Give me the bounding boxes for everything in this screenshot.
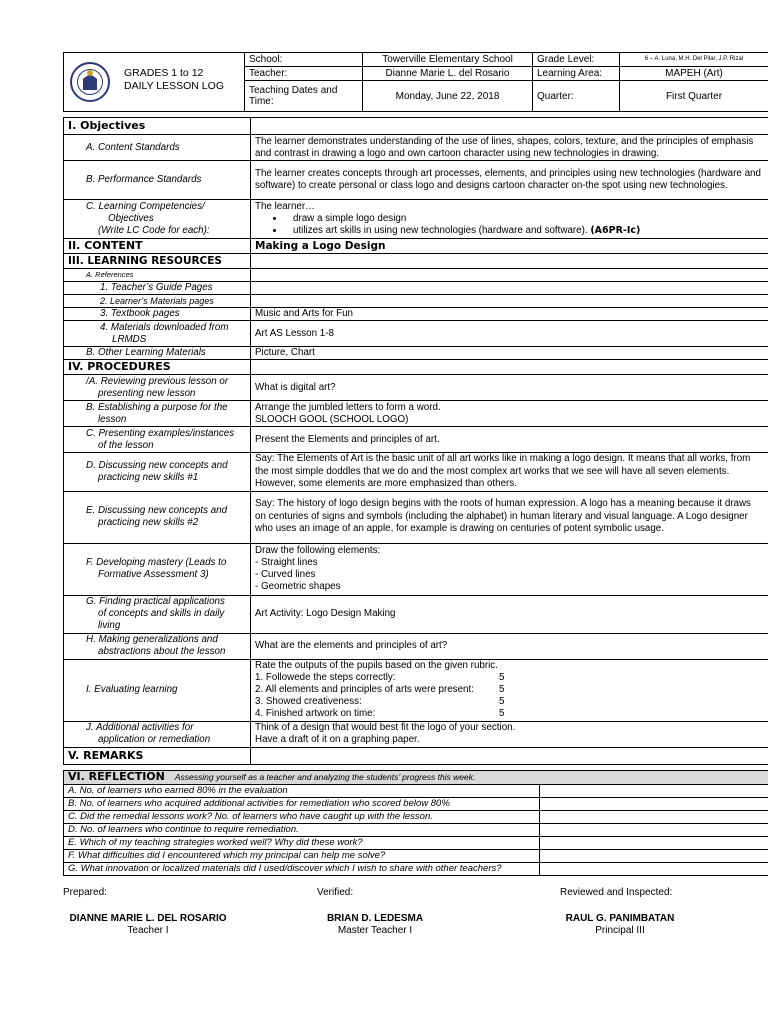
form-title [124, 67, 224, 93]
reflection-row: B. No. of learners who acquired additional activities for remediation who scored below 80% [64, 798, 540, 811]
procedure-d-label [64, 453, 251, 492]
deped-seal-logo [70, 62, 110, 102]
objectives-heading: I. Objectives [64, 118, 251, 135]
procedure-e-label [64, 491, 251, 543]
procedure-h-label [64, 633, 251, 659]
reflection-row: F. What difficulties did I encountered which my principal can help me solve? [64, 850, 540, 863]
procedure-a-value: What is digital art? [251, 375, 768, 401]
reflection-answer [540, 811, 768, 824]
lrmds-label [64, 321, 251, 347]
textbook-label: 3. Textbook pages [64, 308, 251, 321]
procedure-b-line2: SLOOCH GOOL (SCHOOL LOGO) [255, 413, 409, 425]
remarks-value [251, 747, 768, 764]
verified-label: Verified: [317, 887, 354, 898]
procedure-j-label-line1: J. Additional activities for [86, 722, 194, 733]
procedure-b-line1: Arrange the jumbled letters to form a word. [255, 401, 441, 413]
lrmds-value: Art AS Lesson 1-8 [251, 321, 768, 347]
reflection-answer [540, 837, 768, 850]
verified-name: BRIAN D. LEDESMA [326, 913, 424, 924]
grade-label: Grade Level: [533, 53, 620, 67]
procedure-b-label [64, 401, 251, 427]
procedure-d-value: Say: The Elements of Art is the basic unit of all art works like in making a logo design. It means that all works, from the most simple doddles that we do and the most complex art works that we see will have all seven elements. However, some elements are more emphasized than others. [251, 453, 768, 492]
lesson-table [63, 117, 768, 765]
header-table [63, 52, 768, 112]
procedure-b-label-line2: lesson [98, 413, 127, 425]
rubric-criterion: 3. Showed creativeness: [255, 696, 362, 707]
content-value: Making a Logo Design [251, 239, 768, 254]
procedures-heading: IV. PROCEDURES [64, 360, 251, 375]
teacher-value: Dianne Marie L. del Rosario [363, 67, 533, 81]
reflection-answer [540, 785, 768, 798]
procedure-g-label-line2: of concepts and skills in daily [98, 608, 225, 619]
prepared-name: DIANNE MARIE L. DEL ROSARIO [69, 913, 227, 924]
procedure-h-value: What are the elements and principles of art? [251, 633, 768, 659]
competencies-value [251, 200, 768, 239]
quarter-value: First Quarter [620, 81, 768, 112]
procedure-g-label-line3: living [98, 620, 121, 631]
area-value: MAPEH (Art) [620, 67, 768, 81]
competencies-intro: The learner… [255, 201, 315, 212]
references-label: A. References [64, 269, 251, 282]
dates-value: Monday, June 22, 2018 [363, 81, 533, 112]
prepared-label: Prepared: [63, 887, 107, 898]
procedure-i-value [251, 659, 768, 721]
procedure-f-line1: Draw the following elements: [255, 545, 381, 556]
grade-value: 6 – A. Luna, M.H. Del Pilar, J.P. Rizal [620, 53, 768, 67]
reflection-table [63, 770, 768, 876]
procedure-g-value: Art Activity: Logo Design Making [251, 595, 768, 633]
lm-pages-label: 2. Learner’s Materials pages [64, 295, 251, 308]
reflection-answer [540, 850, 768, 863]
procedure-e-label-line2: practicing new skills #2 [98, 517, 199, 528]
competency-item [285, 225, 764, 237]
procedure-b-value [251, 401, 768, 427]
competencies-label [64, 200, 251, 239]
rubric-score: 5 [499, 708, 505, 719]
procedure-f-label-line2: Formative Assessment 3) [98, 569, 209, 580]
procedure-f-value [251, 543, 768, 595]
procedure-f-line3: - Curved lines [255, 569, 316, 580]
procedure-h-label-line2: abstractions about the lesson [98, 646, 226, 657]
performance-standards-label: B. Performance Standards [64, 161, 251, 200]
reflection-row: G. What innovation or localized materials did I used/discover which I wish to share with other teachers? [64, 863, 540, 876]
prepared-signatory [63, 913, 233, 937]
reflection-row: D. No. of learners who continue to require remediation. [64, 824, 540, 837]
procedure-j-line2: Have a draft of it on a graphing paper. [255, 734, 420, 745]
procedure-g-label-line1: G. Finding practical applications [86, 596, 225, 607]
competencies-list [255, 213, 764, 237]
content-heading: II. CONTENT [64, 239, 251, 254]
procedure-j-value [251, 721, 768, 747]
header-logo-cell [64, 53, 245, 112]
procedure-e-value: Say: The history of logo design begins with the roots of human expression. A logo has a meaning because it draws on centuries of signs and symbols (including the alphabet) in human literary and visual language. A Logo designer who uses an image of an apple, for example is drawing on centuries of potent symbolic usage. [251, 491, 768, 543]
rubric-criterion: 4. Finished artwork on time: [255, 708, 376, 719]
resources-heading-blank [251, 254, 768, 269]
prepared-title: Teacher I [127, 925, 169, 936]
reflection-heading-row [64, 771, 768, 785]
other-materials-value: Picture, Chart [251, 347, 768, 360]
reflection-note: Assessing yourself as a teacher and analyzing the students’ progress this week. [174, 772, 476, 782]
reflection-row: C. Did the remedial lessons work? No. of learners who have caught up with the lesson. [64, 811, 540, 824]
content-standards-value: The learner demonstrates understanding of the use of lines, shapes, colors, texture, and the principles of emphasis and contrast in drawing a logo and own cartoon character using new technologies in drawing. [251, 135, 768, 161]
rubric-score: 5 [499, 684, 505, 695]
procedure-c-label-line2: of the lesson [98, 439, 154, 451]
reflection-row: A. No. of learners who earned 80% in the evaluation [64, 785, 540, 798]
procedure-a-label-line2: presenting new lesson [98, 387, 196, 399]
content-standards-label: A. Content Standards [64, 135, 251, 161]
school-value: Towerville Elementary School [363, 53, 533, 67]
rubric-criterion: 2. All elements and principles of arts were present: [255, 684, 474, 695]
objectives-heading-blank [251, 118, 768, 135]
procedure-f-line2: - Straight lines [255, 557, 318, 568]
reflection-row: E. Which of my teaching strategies worked well? Why did these work? [64, 837, 540, 850]
remarks-heading: V. REMARKS [64, 747, 251, 764]
competencies-label-line3: (Write LC Code for each): [98, 225, 210, 236]
procedure-e-label-line1: E. Discussing new concepts and [86, 505, 228, 516]
procedure-f-label [64, 543, 251, 595]
procedure-g-label [64, 595, 251, 633]
teacher-label: Teacher: [245, 67, 363, 81]
area-label: Learning Area: [533, 67, 620, 81]
resources-heading: III. LEARNING RESOURCES [64, 254, 251, 269]
form-title-line2: DAILY LESSON LOG [124, 80, 224, 92]
reflection-heading: VI. REFLECTION [68, 770, 165, 783]
procedure-j-line1: Think of a design that would best fit the logo of your section. [255, 722, 516, 733]
tg-pages-value [251, 282, 768, 295]
reflection-answer [540, 798, 768, 811]
references-blank [251, 269, 768, 282]
procedure-d-label-line1: D. Discussing new concepts and [86, 459, 228, 471]
competency-code: (A6PR-Ic) [590, 225, 641, 236]
rubric-score: 5 [499, 672, 505, 683]
reflection-answer [540, 863, 768, 876]
rubric-row [255, 696, 764, 708]
verified-title: Master Teacher I [337, 925, 413, 936]
competency-item-text: utilizes art skills in using new technologies (hardware and software). [293, 225, 588, 236]
competencies-label-line1: C. Learning Competencies/ [86, 201, 205, 212]
procedure-f-label-line1: F. Developing mastery (Leads to [86, 557, 227, 568]
procedure-d-label-line2: practicing new skills #1 [98, 471, 199, 483]
competency-item: • draw a simple logo design [285, 213, 764, 225]
performance-standards-value: The learner creates concepts through art processes, elements, and principles using new technologies (hardware and software) to create personal or class logo and designs cartoon character on-the spot using new technologies. [251, 161, 768, 200]
reviewed-label: Reviewed and Inspected: [560, 887, 673, 898]
rubric-score: 5 [499, 696, 505, 707]
procedure-c-label-line1: C. Presenting examples/instances [86, 427, 235, 439]
rubric-intro: Rate the outputs of the pupils based on the given rubric. [255, 660, 498, 671]
lrmds-label-line2: LRMDS [112, 333, 147, 345]
rubric-row [255, 708, 764, 720]
rubric-criterion: 1. Followede the steps correctly: [255, 672, 396, 683]
reflection-answer [540, 824, 768, 837]
procedure-h-label-line1: H. Making generalizations and [86, 634, 218, 645]
procedure-a-label-line1: /A. Reviewing previous lesson or [86, 375, 229, 387]
procedure-b-label-line1: B. Establishing a purpose for the [86, 401, 228, 413]
competencies-label-line2: Objectives [108, 213, 154, 224]
procedure-i-label: I. Evaluating learning [64, 659, 251, 721]
verified-signatory [300, 913, 450, 937]
procedure-f-line4: - Geometric shapes [255, 581, 341, 592]
other-materials-label: B. Other Learning Materials [64, 347, 251, 360]
lm-pages-value [251, 295, 768, 308]
procedure-c-label [64, 427, 251, 453]
reviewed-title: Principal III [595, 925, 645, 936]
dates-label: Teaching Dates and Time: [245, 81, 363, 112]
textbook-value: Music and Arts for Fun [251, 308, 768, 321]
procedure-j-label-line2: application or remediation [98, 734, 211, 745]
rubric-row [255, 672, 764, 684]
procedure-c-value: Present the Elements and principles of art. [251, 427, 768, 453]
rubric-row [255, 684, 764, 696]
school-label: School: [245, 53, 363, 67]
reviewed-name: RAUL G. PANIMBATAN [565, 913, 675, 924]
lrmds-label-line1: 4. Materials downloaded from [100, 321, 229, 333]
procedure-a-label [64, 375, 251, 401]
reviewed-signatory [545, 913, 695, 937]
form-title-line1: GRADES 1 to 12 [124, 67, 204, 79]
procedure-j-label [64, 721, 251, 747]
quarter-label: Quarter: [533, 81, 620, 112]
tg-pages-label: 1. Teacher’s Guide Pages [64, 282, 251, 295]
procedures-heading-blank [251, 360, 768, 375]
